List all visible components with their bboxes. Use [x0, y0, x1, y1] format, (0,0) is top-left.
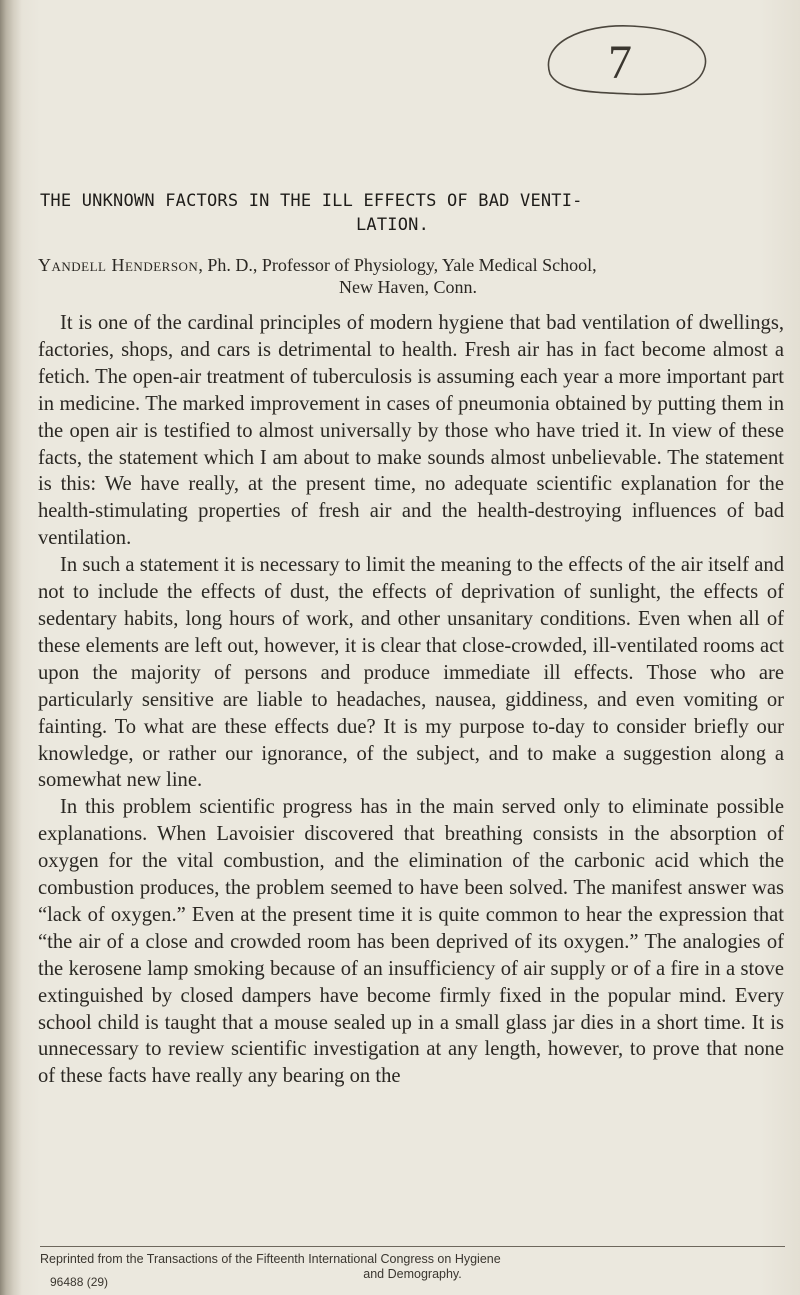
author-byline	[38, 254, 788, 298]
binding-gutter	[0, 0, 22, 1295]
footnote	[40, 1252, 785, 1282]
author-name: Yandell Henderson	[38, 255, 199, 275]
library-stamp	[520, 4, 720, 104]
author-line-1	[38, 254, 788, 276]
author-location: New Haven, Conn.	[339, 277, 477, 297]
paragraph: It is one of the cardinal principles of modern hygiene that bad ventilation of dwellings, factories, shops, and cars is detrimental to health. Fresh air has in fact become almost a fetich. The open-air treatment of tuberculosis is assuming each year a more important part in medicine. The marked improvement in cases of pneumonia obtained by putting them in the open air is testified to almost universally by those who have tried it. In view of these facts, the statement which I am about to make sounds almost unbelievable. The statement is this: We have really, at the present time, no adequate scientific explanation for the health-stimulating properties of fresh air and the health-destroying influences of bad ventilation.	[38, 312, 784, 550]
stamp-number: 7	[608, 36, 632, 89]
title-line-2: LATION.	[355, 215, 430, 235]
article-body	[38, 310, 784, 1090]
footnote-line-2: and Demography.	[363, 1267, 462, 1281]
article-title	[40, 189, 785, 237]
paragraph: In this problem scientific progress has in the main served only to eliminate possible explanations. When Lavoisier discovered that breathing consists in the absorption of oxygen for the vital combustion, and the elimination of the carbonic acid which the combustion produces, the problem seemed to have been solved. The manifest answer was “lack of oxygen.” Even at the present time it is quite common to hear the expression that “the air of a close and crowded room has been deprived of its oxygen.” The analogies of the kerosene lamp smoking because of an insufficiency of air supply or of a fire in a stove extinguished by closed dampers have become firmly fixed in the popular mind. Every school child is taught that a mouse sealed up in a small glass jar dies in a short time. It is unnecessary to review scientific investigation at any length, however, to prove that none of these facts have really any bearing on the	[38, 796, 784, 1088]
title-line-1: THE UNKNOWN FACTORS IN THE ILL EFFECTS OF BAD VENTI-	[40, 191, 583, 211]
author-credentials: , Ph. D., Professor of Physiology, Yale Medical School,	[198, 255, 597, 275]
stamp-oval-graphic	[520, 4, 720, 104]
print-code: 96488 (29)	[50, 1275, 109, 1289]
footnote-line-1: Reprinted from the Transactions of the Fifteenth International Congress on Hygiene	[40, 1252, 501, 1266]
footnote-divider	[40, 1246, 785, 1247]
paragraph: In such a statement it is necessary to limit the meaning to the effects of the air itself and not to include the effects of dust, the effects of deprivation of sunlight, the effects of sedentary habits, long hours of work, and other unsanitary conditions. Even when all of these elements are left out, however, it is clear that close-crowded, ill-ventilated rooms act upon the majority of persons and produce immediate ill effects. Those who are particularly sensitive are liable to headaches, nausea, giddiness, and even vomiting or fainting. To what are these effects due? It is my purpose to-day to consider briefly our knowledge, or rather our ignorance, of the subject, and to make a suggestion along a somewhat new line.	[38, 554, 784, 792]
